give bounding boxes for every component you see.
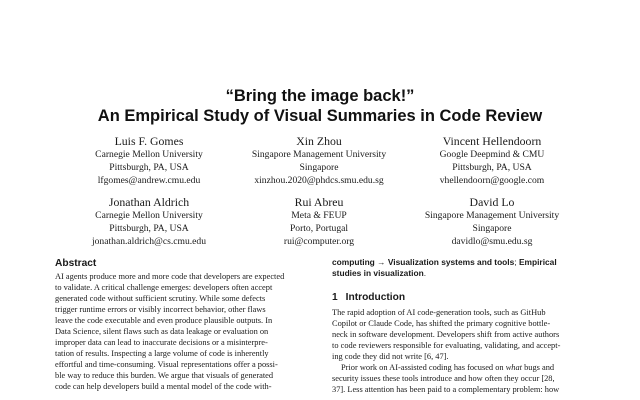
intro-paragraph-2 xyxy=(332,362,584,395)
ccs-term: Empirical xyxy=(518,257,557,267)
ccs-separator: ; xyxy=(514,257,519,267)
author-name: David Lo xyxy=(469,195,515,209)
intro-line: The rapid adoption of AI code-generation tools, such as GitHub xyxy=(332,308,546,318)
author-location: Singapore xyxy=(299,161,339,173)
abstract-line: generated code without sufficient scrutiny. While some defects xyxy=(55,294,266,304)
intro-emphasis: what xyxy=(505,363,522,373)
author-block xyxy=(392,134,592,187)
intro-text: bugs and xyxy=(521,363,555,373)
author-location: Pittsburgh, PA, USA xyxy=(452,161,532,173)
abstract-line: to validate. A critical challenge emerges: developers often accept xyxy=(55,283,273,293)
left-column xyxy=(55,257,312,393)
author-email: rui@computer.org xyxy=(283,235,355,247)
author-name: Jonathan Aldrich xyxy=(108,195,190,209)
paper-title xyxy=(0,86,640,126)
author-block xyxy=(392,195,592,248)
intro-line: 37]. Less attention has been paid to a complementary problem: how xyxy=(332,385,560,395)
intro-line: Copilot or Claude Code, has shifted the primary cognitive bottle- xyxy=(332,319,551,329)
intro-line: to code reviewers responsible for evaluating, validating, and accept- xyxy=(332,341,561,351)
ccs-concepts xyxy=(332,257,584,279)
ccs-term: Visualization systems and tools xyxy=(387,257,515,267)
intro-paragraph-1 xyxy=(332,307,584,362)
author-email: jonathan.aldrich@cs.cmu.edu xyxy=(91,235,207,247)
section-heading-introduction xyxy=(332,291,584,304)
author-location: Pittsburgh, PA, USA xyxy=(109,161,189,173)
title-line-1: “Bring the image back!” xyxy=(225,87,415,105)
abstract-heading: Abstract xyxy=(55,258,97,269)
author-email: xinzhou.2020@phdcs.smu.edu.sg xyxy=(254,174,384,186)
intro-line: neck in software development. Developers shift from active authors xyxy=(332,330,560,340)
author-name: Vincent Hellendoorn xyxy=(442,134,542,148)
ccs-term: computing xyxy=(332,257,375,267)
author-email: davidlo@smu.edu.sg xyxy=(451,235,533,247)
abstract-line: improper data can lead to inaccurate decisions or a misinterpre- xyxy=(55,338,268,348)
author-name: Rui Abreu xyxy=(294,195,344,209)
abstract-line: tation of results. Inspecting a large volume of code is inherently xyxy=(55,349,269,359)
abstract-line: leave the code executable and even produce plausible outputs. In xyxy=(55,316,273,326)
ccs-arrow: → xyxy=(374,257,388,267)
abstract-line: code can help developers build a mental model of the code with- xyxy=(55,382,272,392)
author-affiliation: Google Deepmind & CMU xyxy=(439,149,545,160)
abstract-line: effortful and time-consuming. Visual representations offer a possi- xyxy=(55,360,278,370)
author-name: Luis F. Gomes xyxy=(114,134,184,148)
ccs-line-2 xyxy=(332,268,584,279)
ccs-term: studies in visualization xyxy=(332,268,424,279)
intro-line: security issues these tools introduce and how often they occur [28, xyxy=(332,374,555,384)
author-location: Singapore xyxy=(472,222,512,234)
author-affiliation: Carnegie Mellon University xyxy=(95,149,203,160)
right-column xyxy=(332,257,584,395)
section-title: Introduction xyxy=(345,292,406,304)
author-affiliation: Singapore Management University xyxy=(424,210,560,221)
ccs-period: . xyxy=(423,268,427,279)
section-number: 1 xyxy=(332,292,338,304)
abstract-line: Data Science, silent flaws such as data leakage or evaluation on xyxy=(55,327,269,337)
abstract-text xyxy=(55,271,312,393)
intro-line xyxy=(332,362,584,373)
author-location: Pittsburgh, PA, USA xyxy=(109,222,189,234)
author-email: lfgomes@andrew.cmu.edu xyxy=(97,174,201,186)
author-email: vhellendoorn@google.com xyxy=(439,174,545,186)
author-affiliation: Carnegie Mellon University xyxy=(95,210,203,221)
author-block xyxy=(219,134,419,187)
ccs-line-1 xyxy=(332,257,584,268)
abstract-line: AI agents produce more and more code that developers are expected xyxy=(55,272,285,281)
abstract-line: ble way to reduce this burden. We argue that visuals of generated xyxy=(55,371,274,381)
author-name: Xin Zhou xyxy=(296,134,342,148)
author-location: Porto, Portugal xyxy=(289,222,349,234)
author-affiliation: Singapore Management University xyxy=(251,149,387,160)
intro-line: ing code they did not write [6, 47]. xyxy=(332,352,449,362)
title-line-2: An Empirical Study of Visual Summaries in Code Review xyxy=(97,107,543,125)
abstract-line: trigger runtime errors or visibly incorrect behavior, other flaws xyxy=(55,305,266,315)
author-block xyxy=(219,195,419,248)
author-affiliation: Meta & FEUP xyxy=(291,210,347,221)
intro-text: Prior work on AI-assisted coding has focused on xyxy=(341,363,506,373)
